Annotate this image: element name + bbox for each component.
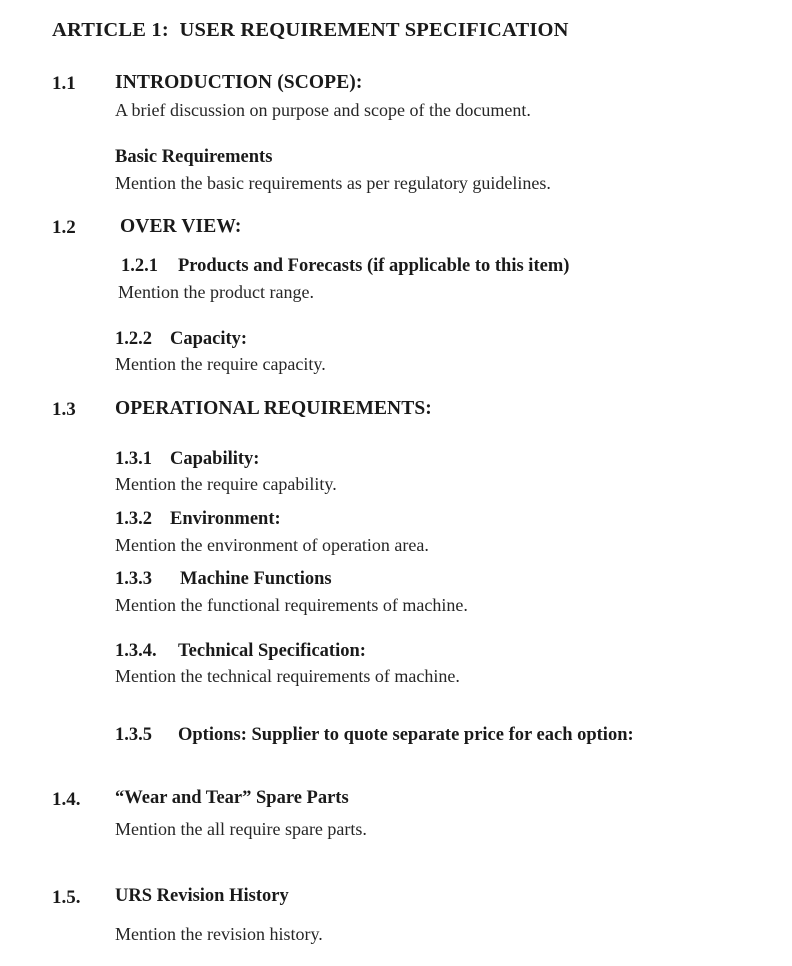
subsection-heading-1-3-5: Options: Supplier to quote separate price for each option: (178, 725, 634, 745)
section-heading-1-2: OVER VIEW: (120, 216, 242, 237)
section-number-1-3: 1.3 (52, 399, 76, 420)
subsection-number-1-2-1: 1.2.1 (121, 256, 158, 276)
subsection-heading-1-2-2: Capacity: (170, 329, 248, 349)
section-number-1-1: 1.1 (52, 73, 76, 94)
subsection-body-1-3-2: Mention the environment of operation area. (115, 535, 429, 555)
subsection-body-1-2-2: Mention the require capacity. (115, 354, 326, 374)
section-heading-1-1: INTRODUCTION (SCOPE): (115, 72, 363, 93)
subsection-heading-1-3-2: Environment: (170, 509, 281, 529)
subsection-number-1-2-2: 1.2.2 (115, 329, 152, 349)
section-heading-1-3: OPERATIONAL REQUIREMENTS: (115, 398, 432, 419)
section-heading-1-4: “Wear and Tear” Spare Parts (115, 788, 349, 808)
subsection-number-1-3-5: 1.3.5 (115, 725, 152, 745)
subsection-heading-1-2-1: Products and Forecasts (if applicable to this item) (178, 256, 570, 276)
section-body-1-1: A brief discussion on purpose and scope of the document. (115, 100, 531, 120)
subsection-heading-1-3-3: Machine Functions (180, 569, 332, 589)
section-heading-1-5: URS Revision History (115, 886, 289, 906)
subsection-body-1-2-1: Mention the product range. (118, 282, 314, 302)
subsection-heading-1-3-4: Technical Specification: (178, 641, 366, 661)
page-title: ARTICLE 1: USER REQUIREMENT SPECIFICATION (52, 19, 569, 41)
subsection-number-1-3-4: 1.3.4. (115, 641, 157, 661)
subheading-basic-requirements: Basic Requirements (115, 147, 273, 167)
subsection-heading-1-3-1: Capability: (170, 449, 260, 469)
subsection-body-1-3-1: Mention the require capability. (115, 474, 337, 494)
subsection-number-1-3-1: 1.3.1 (115, 449, 152, 469)
subbody-basic-requirements: Mention the basic requirements as per regulatory guidelines. (115, 173, 551, 193)
subsection-body-1-3-4: Mention the technical requirements of machine. (115, 666, 460, 686)
subsection-number-1-3-2: 1.3.2 (115, 509, 152, 529)
section-number-1-5: 1.5. (52, 887, 81, 908)
section-number-1-4: 1.4. (52, 789, 81, 810)
section-number-1-2: 1.2 (52, 217, 76, 238)
section-body-1-4: Mention the all require spare parts. (115, 819, 367, 839)
section-body-1-5: Mention the revision history. (115, 924, 323, 944)
subsection-body-1-3-3: Mention the functional requirements of machine. (115, 595, 468, 615)
subsection-number-1-3-3: 1.3.3 (115, 569, 152, 589)
